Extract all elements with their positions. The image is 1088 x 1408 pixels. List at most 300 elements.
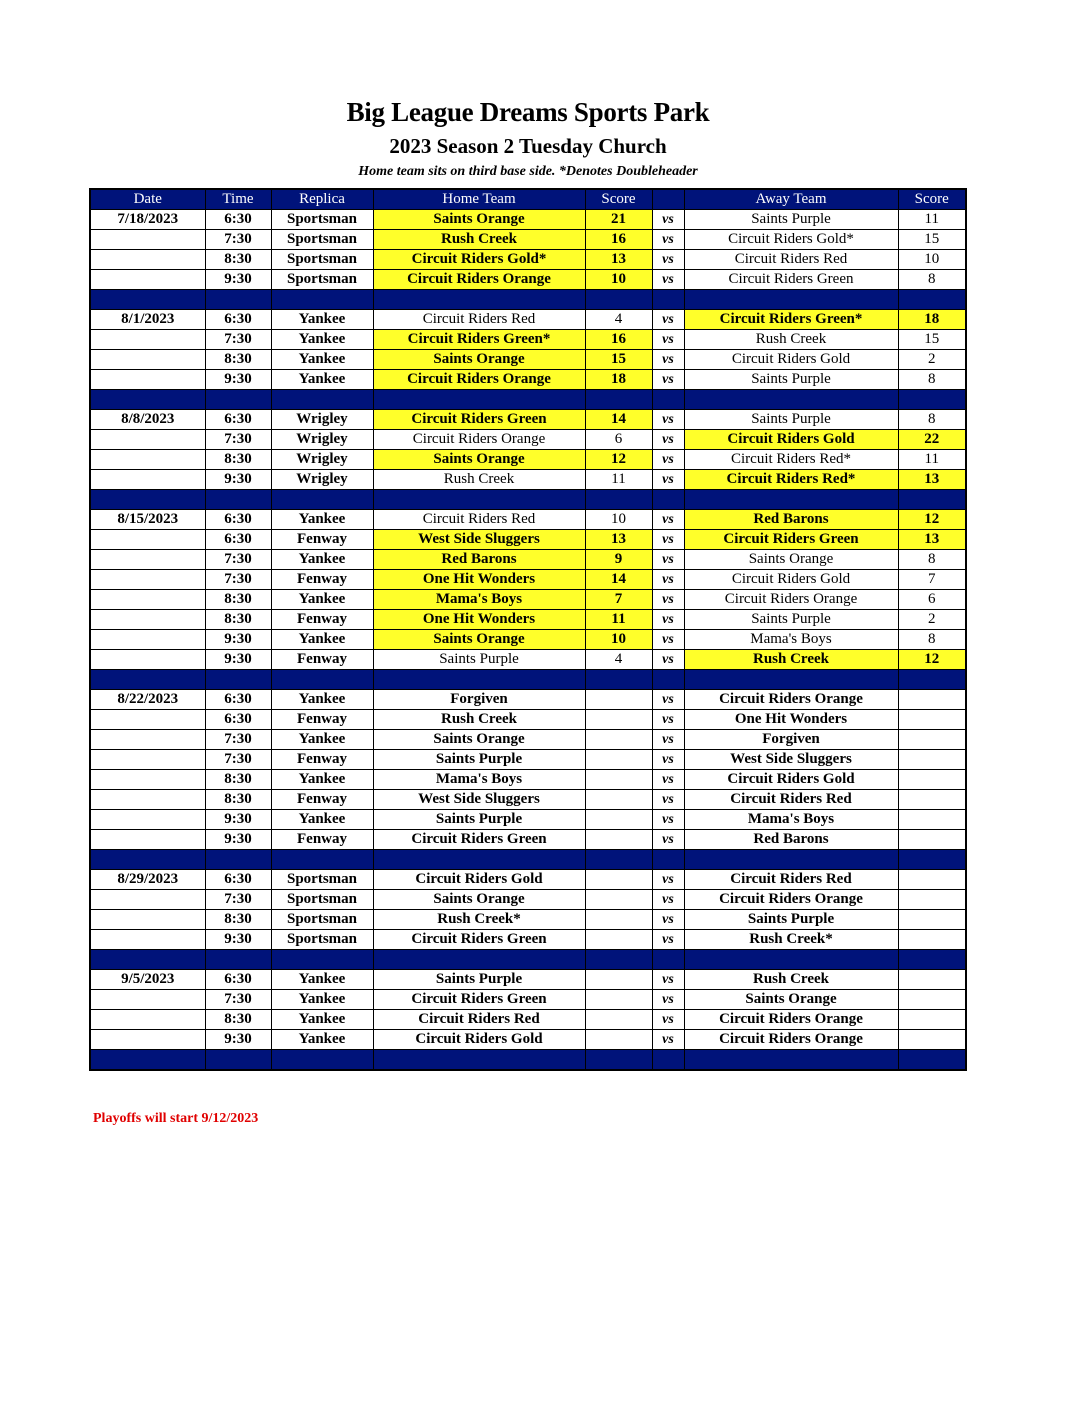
game-replica-field: Sportsman xyxy=(271,910,373,930)
home-score: 16 xyxy=(585,330,652,350)
home-team: Red Barons xyxy=(373,550,585,570)
game-replica-field: Fenway xyxy=(271,830,373,850)
home-score: 13 xyxy=(585,250,652,270)
game-time: 8:30 xyxy=(205,450,271,470)
game-date: 7/18/2023 xyxy=(90,210,205,230)
separator-cell xyxy=(652,1050,684,1071)
home-team: Circuit Riders Gold* xyxy=(373,250,585,270)
separator-cell xyxy=(684,290,898,310)
game-replica-field: Yankee xyxy=(271,690,373,710)
home-team: Rush Creek xyxy=(373,470,585,490)
separator-cell xyxy=(205,290,271,310)
away-team: Circuit Riders Green* xyxy=(684,310,898,330)
separator-cell xyxy=(585,670,652,690)
away-score xyxy=(898,930,966,950)
vs-label: vs xyxy=(652,330,684,350)
home-team: Mama's Boys xyxy=(373,770,585,790)
game-replica-field: Fenway xyxy=(271,570,373,590)
home-score xyxy=(585,730,652,750)
home-score xyxy=(585,930,652,950)
separator-cell xyxy=(90,950,205,970)
game-replica-field: Yankee xyxy=(271,590,373,610)
home-score: 15 xyxy=(585,350,652,370)
game-date-empty xyxy=(90,790,205,810)
home-score: 6 xyxy=(585,430,652,450)
home-score: 11 xyxy=(585,470,652,490)
home-team: One Hit Wonders xyxy=(373,610,585,630)
game-date-empty xyxy=(90,630,205,650)
game-row xyxy=(90,810,966,830)
separator-cell xyxy=(90,1050,205,1071)
week-separator-row xyxy=(90,950,966,970)
away-team: Circuit Riders Green xyxy=(684,530,898,550)
week-separator-row xyxy=(90,850,966,870)
game-date-empty xyxy=(90,350,205,370)
game-date-empty xyxy=(90,930,205,950)
vs-label: vs xyxy=(652,830,684,850)
home-team: Circuit Riders Red xyxy=(373,510,585,530)
separator-cell xyxy=(898,670,966,690)
col-header-time: Time xyxy=(205,189,271,210)
game-row xyxy=(90,790,966,810)
game-replica-field: Yankee xyxy=(271,810,373,830)
away-score xyxy=(898,690,966,710)
separator-cell xyxy=(373,290,585,310)
separator-cell xyxy=(652,490,684,510)
home-score: 18 xyxy=(585,370,652,390)
separator-cell xyxy=(205,850,271,870)
vs-label: vs xyxy=(652,590,684,610)
home-team: Saints Orange xyxy=(373,450,585,470)
week-separator-row xyxy=(90,670,966,690)
home-team: Saints Purple xyxy=(373,810,585,830)
game-date-empty xyxy=(90,550,205,570)
away-score: 7 xyxy=(898,570,966,590)
vs-label: vs xyxy=(652,370,684,390)
game-date-empty xyxy=(90,270,205,290)
game-row xyxy=(90,310,966,330)
home-team: Circuit Riders Orange xyxy=(373,370,585,390)
vs-label: vs xyxy=(652,870,684,890)
game-time: 7:30 xyxy=(205,570,271,590)
game-row xyxy=(90,270,966,290)
game-time: 6:30 xyxy=(205,410,271,430)
game-time: 9:30 xyxy=(205,470,271,490)
vs-label: vs xyxy=(652,430,684,450)
game-row xyxy=(90,930,966,950)
game-time: 6:30 xyxy=(205,530,271,550)
away-score xyxy=(898,810,966,830)
game-row xyxy=(90,610,966,630)
home-score: 12 xyxy=(585,450,652,470)
vs-label: vs xyxy=(652,1010,684,1030)
game-time: 6:30 xyxy=(205,870,271,890)
home-team: Circuit Riders Red xyxy=(373,1010,585,1030)
header-row xyxy=(90,189,966,210)
page-subtitle: 2023 Season 2 Tuesday Church xyxy=(389,134,667,158)
home-team: Forgiven xyxy=(373,690,585,710)
away-team: Circuit Riders Gold xyxy=(684,770,898,790)
game-time: 7:30 xyxy=(205,730,271,750)
separator-cell xyxy=(652,950,684,970)
separator-cell xyxy=(585,390,652,410)
game-replica-field: Yankee xyxy=(271,630,373,650)
game-replica-field: Yankee xyxy=(271,1030,373,1050)
game-replica-field: Sportsman xyxy=(271,890,373,910)
game-date-empty xyxy=(90,450,205,470)
away-team: West Side Sluggers xyxy=(684,750,898,770)
separator-cell xyxy=(271,290,373,310)
separator-cell xyxy=(205,390,271,410)
away-score: 2 xyxy=(898,610,966,630)
home-team: Circuit Riders Green xyxy=(373,990,585,1010)
away-team: Rush Creek xyxy=(684,650,898,670)
separator-cell xyxy=(684,490,898,510)
away-team: Saints Orange xyxy=(684,990,898,1010)
game-row xyxy=(90,250,966,270)
away-team: Mama's Boys xyxy=(684,630,898,650)
game-row xyxy=(90,510,966,530)
game-replica-field: Wrigley xyxy=(271,470,373,490)
home-team: Saints Orange xyxy=(373,350,585,370)
away-score xyxy=(898,710,966,730)
game-time: 8:30 xyxy=(205,350,271,370)
vs-label: vs xyxy=(652,470,684,490)
away-team: Circuit Riders Orange xyxy=(684,890,898,910)
game-replica-field: Yankee xyxy=(271,550,373,570)
game-row xyxy=(90,570,966,590)
game-row xyxy=(90,590,966,610)
game-time: 6:30 xyxy=(205,970,271,990)
home-team: Circuit Riders Green* xyxy=(373,330,585,350)
game-date-empty xyxy=(90,590,205,610)
game-date-empty xyxy=(90,990,205,1010)
game-replica-field: Fenway xyxy=(271,750,373,770)
game-row xyxy=(90,450,966,470)
separator-cell xyxy=(271,1050,373,1071)
game-replica-field: Yankee xyxy=(271,970,373,990)
game-row xyxy=(90,630,966,650)
game-time: 7:30 xyxy=(205,990,271,1010)
game-time: 9:30 xyxy=(205,370,271,390)
game-replica-field: Yankee xyxy=(271,310,373,330)
game-replica-field: Wrigley xyxy=(271,450,373,470)
home-team: Circuit Riders Green xyxy=(373,830,585,850)
game-time: 6:30 xyxy=(205,310,271,330)
game-replica-field: Yankee xyxy=(271,770,373,790)
away-score: 8 xyxy=(898,630,966,650)
game-row xyxy=(90,550,966,570)
game-row xyxy=(90,750,966,770)
separator-cell xyxy=(271,390,373,410)
game-date-empty xyxy=(90,750,205,770)
game-replica-field: Sportsman xyxy=(271,930,373,950)
game-time: 8:30 xyxy=(205,910,271,930)
away-score: 2 xyxy=(898,350,966,370)
home-team: Saints Purple xyxy=(373,970,585,990)
game-replica-field: Sportsman xyxy=(271,270,373,290)
away-team: Saints Purple xyxy=(684,610,898,630)
game-row xyxy=(90,230,966,250)
separator-cell xyxy=(205,1050,271,1071)
separator-cell xyxy=(684,670,898,690)
game-row xyxy=(90,830,966,850)
home-team: Saints Purple xyxy=(373,750,585,770)
vs-label: vs xyxy=(652,510,684,530)
vs-label: vs xyxy=(652,930,684,950)
home-score: 14 xyxy=(585,570,652,590)
game-date: 9/5/2023 xyxy=(90,970,205,990)
away-score: 15 xyxy=(898,330,966,350)
game-replica-field: Fenway xyxy=(271,530,373,550)
game-row xyxy=(90,1010,966,1030)
home-score: 11 xyxy=(585,610,652,630)
away-team: Saints Purple xyxy=(684,910,898,930)
separator-cell xyxy=(898,1050,966,1071)
vs-label: vs xyxy=(652,210,684,230)
away-team: Red Barons xyxy=(684,830,898,850)
game-replica-field: Fenway xyxy=(271,790,373,810)
game-replica-field: Sportsman xyxy=(271,870,373,890)
game-row xyxy=(90,330,966,350)
home-score xyxy=(585,990,652,1010)
game-row xyxy=(90,990,966,1010)
home-team: West Side Sluggers xyxy=(373,530,585,550)
game-date-empty xyxy=(90,370,205,390)
game-row xyxy=(90,730,966,750)
vs-label: vs xyxy=(652,550,684,570)
game-time: 9:30 xyxy=(205,650,271,670)
home-score xyxy=(585,970,652,990)
vs-label: vs xyxy=(652,970,684,990)
away-score xyxy=(898,1030,966,1050)
separator-cell xyxy=(684,950,898,970)
away-score: 12 xyxy=(898,510,966,530)
game-time: 6:30 xyxy=(205,210,271,230)
game-time: 7:30 xyxy=(205,330,271,350)
away-team: Circuit Riders Gold xyxy=(684,350,898,370)
game-time: 9:30 xyxy=(205,630,271,650)
game-date-empty xyxy=(90,910,205,930)
game-time: 9:30 xyxy=(205,810,271,830)
home-score xyxy=(585,790,652,810)
game-replica-field: Yankee xyxy=(271,510,373,530)
home-score: 21 xyxy=(585,210,652,230)
home-score xyxy=(585,690,652,710)
game-replica-field: Wrigley xyxy=(271,410,373,430)
game-replica-field: Sportsman xyxy=(271,230,373,250)
separator-cell xyxy=(373,490,585,510)
separator-cell xyxy=(90,490,205,510)
game-date-empty xyxy=(90,1030,205,1050)
separator-cell xyxy=(898,290,966,310)
away-team: Circuit Riders Red xyxy=(684,870,898,890)
home-score: 16 xyxy=(585,230,652,250)
away-team: Saints Orange xyxy=(684,550,898,570)
away-score: 13 xyxy=(898,470,966,490)
home-score: 10 xyxy=(585,630,652,650)
game-date-empty xyxy=(90,710,205,730)
game-time: 8:30 xyxy=(205,790,271,810)
home-team: One Hit Wonders xyxy=(373,570,585,590)
vs-label: vs xyxy=(652,710,684,730)
away-team: Circuit Riders Green xyxy=(684,270,898,290)
game-row xyxy=(90,890,966,910)
away-team: Circuit Riders Red xyxy=(684,250,898,270)
vs-label: vs xyxy=(652,410,684,430)
game-date: 8/8/2023 xyxy=(90,410,205,430)
separator-cell xyxy=(205,950,271,970)
separator-cell xyxy=(271,670,373,690)
separator-cell xyxy=(373,390,585,410)
vs-label: vs xyxy=(652,790,684,810)
game-row xyxy=(90,650,966,670)
away-team: Circuit Riders Red* xyxy=(684,450,898,470)
game-replica-field: Yankee xyxy=(271,370,373,390)
away-score: 11 xyxy=(898,210,966,230)
game-date-empty xyxy=(90,470,205,490)
away-score: 22 xyxy=(898,430,966,450)
vs-label: vs xyxy=(652,310,684,330)
separator-cell xyxy=(652,850,684,870)
away-score: 8 xyxy=(898,270,966,290)
away-team: Forgiven xyxy=(684,730,898,750)
separator-cell xyxy=(898,850,966,870)
away-score xyxy=(898,830,966,850)
separator-cell xyxy=(585,950,652,970)
vs-label: vs xyxy=(652,630,684,650)
page-title: Big League Dreams Sports Park xyxy=(346,97,710,127)
home-team: Saints Orange xyxy=(373,630,585,650)
home-score xyxy=(585,770,652,790)
away-score: 11 xyxy=(898,450,966,470)
game-date-empty xyxy=(90,430,205,450)
separator-cell xyxy=(373,850,585,870)
separator-cell xyxy=(585,490,652,510)
week-separator-row xyxy=(90,1050,966,1071)
home-team: Circuit Riders Orange xyxy=(373,270,585,290)
away-team: Circuit Riders Orange xyxy=(684,690,898,710)
game-row xyxy=(90,710,966,730)
game-time: 7:30 xyxy=(205,230,271,250)
game-replica-field: Fenway xyxy=(271,650,373,670)
vs-label: vs xyxy=(652,730,684,750)
home-score: 9 xyxy=(585,550,652,570)
game-date-empty xyxy=(90,810,205,830)
home-team: Saints Purple xyxy=(373,650,585,670)
vs-label: vs xyxy=(652,530,684,550)
game-time: 9:30 xyxy=(205,830,271,850)
vs-label: vs xyxy=(652,1030,684,1050)
away-score xyxy=(898,870,966,890)
vs-label: vs xyxy=(652,770,684,790)
separator-cell xyxy=(898,950,966,970)
game-replica-field: Yankee xyxy=(271,350,373,370)
home-score xyxy=(585,870,652,890)
away-score xyxy=(898,1010,966,1030)
separator-cell xyxy=(271,490,373,510)
home-score: 4 xyxy=(585,310,652,330)
vs-label: vs xyxy=(652,650,684,670)
game-replica-field: Fenway xyxy=(271,610,373,630)
vs-label: vs xyxy=(652,610,684,630)
away-team: Rush Creek xyxy=(684,330,898,350)
vs-label: vs xyxy=(652,690,684,710)
away-score xyxy=(898,770,966,790)
game-row xyxy=(90,350,966,370)
separator-cell xyxy=(90,850,205,870)
separator-cell xyxy=(90,390,205,410)
week-separator-row xyxy=(90,490,966,510)
away-team: Circuit Riders Red* xyxy=(684,470,898,490)
vs-label: vs xyxy=(652,910,684,930)
game-date-empty xyxy=(90,230,205,250)
home-score xyxy=(585,710,652,730)
away-team: Circuit Riders Gold xyxy=(684,430,898,450)
game-date-empty xyxy=(90,770,205,790)
vs-label: vs xyxy=(652,810,684,830)
game-date: 8/22/2023 xyxy=(90,690,205,710)
vs-label: vs xyxy=(652,270,684,290)
separator-cell xyxy=(652,390,684,410)
game-date: 8/1/2023 xyxy=(90,310,205,330)
game-time: 6:30 xyxy=(205,510,271,530)
home-team: West Side Sluggers xyxy=(373,790,585,810)
separator-cell xyxy=(271,950,373,970)
away-score: 10 xyxy=(898,250,966,270)
separator-cell xyxy=(652,290,684,310)
game-date-empty xyxy=(90,830,205,850)
game-replica-field: Sportsman xyxy=(271,210,373,230)
home-score: 14 xyxy=(585,410,652,430)
col-header-away-team: Away Team xyxy=(684,189,898,210)
home-team: Circuit Riders Green xyxy=(373,930,585,950)
game-row xyxy=(90,370,966,390)
game-time: 8:30 xyxy=(205,590,271,610)
game-row xyxy=(90,470,966,490)
away-team: Mama's Boys xyxy=(684,810,898,830)
away-score: 6 xyxy=(898,590,966,610)
vs-label: vs xyxy=(652,230,684,250)
game-time: 8:30 xyxy=(205,250,271,270)
week-separator-row xyxy=(90,390,966,410)
away-score xyxy=(898,790,966,810)
separator-cell xyxy=(271,850,373,870)
game-time: 7:30 xyxy=(205,550,271,570)
schedule-note: Home team sits on third base side. *Denotes Doubleheader xyxy=(358,164,698,179)
home-score xyxy=(585,890,652,910)
game-date-empty xyxy=(90,570,205,590)
vs-label: vs xyxy=(652,350,684,370)
home-score: 7 xyxy=(585,590,652,610)
separator-cell xyxy=(585,1050,652,1071)
away-score xyxy=(898,730,966,750)
away-score xyxy=(898,970,966,990)
game-time: 9:30 xyxy=(205,270,271,290)
away-team: Saints Purple xyxy=(684,210,898,230)
schedule-table xyxy=(89,188,967,1071)
separator-cell xyxy=(373,670,585,690)
home-team: Rush Creek xyxy=(373,230,585,250)
home-team: Saints Orange xyxy=(373,210,585,230)
game-date-empty xyxy=(90,250,205,270)
game-row xyxy=(90,210,966,230)
home-team: Rush Creek xyxy=(373,710,585,730)
col-header-home-score: Score xyxy=(585,189,652,210)
game-row xyxy=(90,970,966,990)
game-time: 9:30 xyxy=(205,930,271,950)
separator-cell xyxy=(585,850,652,870)
